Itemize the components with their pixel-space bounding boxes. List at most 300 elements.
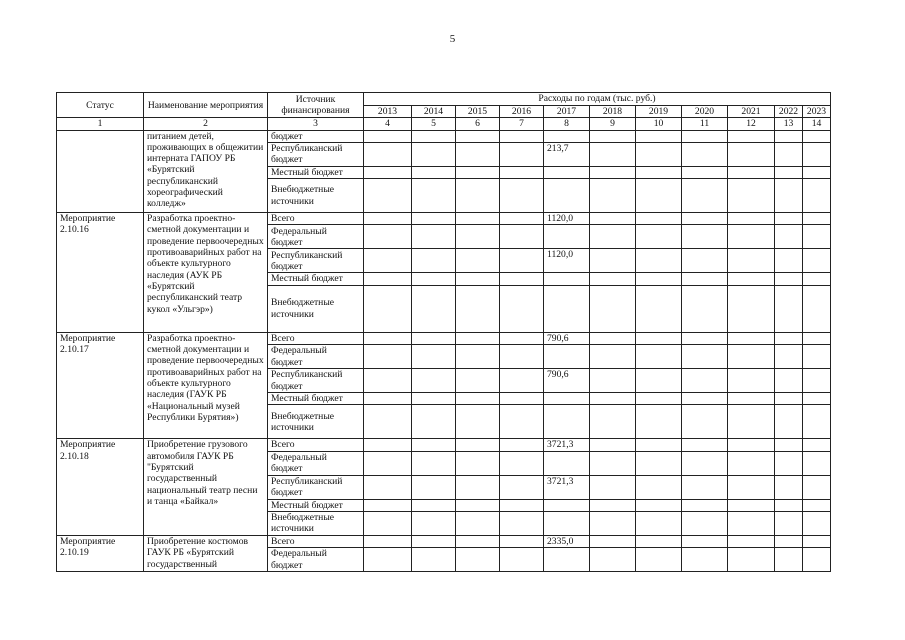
year-value-cell — [412, 369, 456, 393]
year-value-cell — [544, 393, 590, 405]
year-value-cell — [775, 273, 803, 285]
year-value-cell — [728, 130, 775, 142]
column-number: 4 — [364, 118, 412, 130]
year-value-cell — [775, 451, 803, 475]
year-value-cell — [544, 499, 590, 511]
year-value-cell — [636, 166, 682, 178]
year-value-cell — [590, 548, 636, 572]
year-value-cell — [775, 179, 803, 213]
year-value-cell — [803, 285, 831, 332]
activity-name-cell: питанием детей, проживающих в общежитии интерната ГАПОУ РБ «Бурятский республиканский хореографический колледж» — [144, 130, 268, 213]
column-number: 9 — [590, 118, 636, 130]
year-value-cell — [803, 451, 831, 475]
funding-source-cell: Местный бюджет — [268, 499, 364, 511]
year-value-cell — [803, 225, 831, 249]
year-value-cell — [364, 273, 412, 285]
column-number: 6 — [456, 118, 500, 130]
year-value-cell — [456, 405, 500, 439]
year-value-cell — [412, 405, 456, 439]
year-value-cell — [412, 213, 456, 225]
year-value-cell — [728, 273, 775, 285]
year-value-cell — [590, 249, 636, 273]
year-value-cell — [590, 213, 636, 225]
year-value-cell — [682, 225, 728, 249]
column-number-row — [57, 118, 831, 130]
year-value-cell — [500, 249, 544, 273]
header-source: Источник финансирования — [268, 93, 364, 118]
year-value-cell — [364, 332, 412, 344]
year-value-cell — [682, 166, 728, 178]
year-value-cell — [456, 130, 500, 142]
year-value-cell — [456, 393, 500, 405]
funding-source-cell: Всего — [268, 439, 364, 451]
year-value-cell — [500, 405, 544, 439]
year-value-cell — [544, 511, 590, 535]
year-value-cell — [775, 249, 803, 273]
year-value-cell — [636, 345, 682, 369]
year-value-cell — [728, 405, 775, 439]
table-row — [57, 213, 831, 225]
year-value-cell — [544, 405, 590, 439]
year-value-cell — [590, 179, 636, 213]
year-value-cell — [500, 475, 544, 499]
year-value-cell — [364, 451, 412, 475]
year-value-cell — [364, 393, 412, 405]
year-value-cell — [803, 273, 831, 285]
year-value-cell — [500, 511, 544, 535]
year-value-cell — [364, 130, 412, 142]
year-value-cell — [412, 249, 456, 273]
year-value-cell — [636, 499, 682, 511]
table-row — [57, 130, 831, 142]
year-value-cell — [412, 285, 456, 332]
year-value-cell — [544, 451, 590, 475]
year-value-cell — [636, 535, 682, 547]
funding-source-cell: Республиканский бюджет — [268, 475, 364, 499]
year-value-cell — [364, 179, 412, 213]
year-value-cell — [590, 451, 636, 475]
funding-source-cell: Всего — [268, 332, 364, 344]
year-value-cell — [456, 369, 500, 393]
year-value-cell — [775, 369, 803, 393]
year-value-cell — [636, 213, 682, 225]
status-cell: Мероприятие 2.10.17 — [57, 332, 144, 439]
year-value-cell — [682, 451, 728, 475]
year-value-cell — [364, 405, 412, 439]
year-value-cell — [803, 130, 831, 142]
year-value-cell — [590, 332, 636, 344]
year-value-cell: 213,7 — [544, 142, 590, 166]
year-value-cell — [682, 249, 728, 273]
year-value-cell — [456, 179, 500, 213]
year-value-cell — [728, 451, 775, 475]
year-value-cell — [636, 225, 682, 249]
year-value-cell — [544, 345, 590, 369]
year-value-cell — [412, 345, 456, 369]
year-value-cell — [590, 535, 636, 547]
year-value-cell — [500, 225, 544, 249]
year-value-cell — [412, 393, 456, 405]
year-value-cell — [590, 142, 636, 166]
table-row — [57, 332, 831, 344]
year-value-cell — [636, 475, 682, 499]
year-value-cell — [364, 535, 412, 547]
year-value-cell — [456, 511, 500, 535]
year-value-cell — [544, 548, 590, 572]
page-number: 5 — [449, 33, 456, 45]
funding-source-cell: Местный бюджет — [268, 166, 364, 178]
year-value-cell — [412, 273, 456, 285]
column-number: 2 — [144, 118, 268, 130]
year-value-cell — [775, 548, 803, 572]
status-cell — [57, 130, 144, 213]
year-value-cell — [803, 499, 831, 511]
status-cell: Мероприятие 2.10.19 — [57, 535, 144, 571]
year-header: 2016 — [500, 106, 544, 118]
year-value-cell — [456, 439, 500, 451]
year-value-cell — [728, 285, 775, 332]
year-value-cell — [636, 451, 682, 475]
year-value-cell — [500, 332, 544, 344]
year-value-cell — [803, 345, 831, 369]
year-value-cell — [636, 249, 682, 273]
year-value-cell — [456, 273, 500, 285]
year-value-cell — [500, 166, 544, 178]
activity-name-cell: Разработка проектно-сметной документации и проведение первоочередных противоаварийных работ на объекте культурного наследия (ГАУК РБ «Национальный музей Республики Бурятия») — [144, 332, 268, 439]
year-value-cell — [775, 405, 803, 439]
year-value-cell — [500, 369, 544, 393]
year-value-cell — [728, 475, 775, 499]
year-value-cell — [636, 393, 682, 405]
year-value-cell — [636, 405, 682, 439]
year-value-cell — [412, 475, 456, 499]
column-number: 10 — [636, 118, 682, 130]
year-value-cell — [456, 332, 500, 344]
year-header: 2015 — [456, 106, 500, 118]
year-value-cell — [590, 475, 636, 499]
year-value-cell: 1120,0 — [544, 213, 590, 225]
year-value-cell — [682, 285, 728, 332]
year-value-cell — [590, 439, 636, 451]
year-value-cell — [590, 285, 636, 332]
year-value-cell — [728, 166, 775, 178]
year-value-cell — [728, 225, 775, 249]
year-header: 2021 — [728, 106, 775, 118]
funding-source-cell: Республиканский бюджет — [268, 142, 364, 166]
year-value-cell — [682, 475, 728, 499]
year-value-cell — [456, 285, 500, 332]
year-value-cell — [775, 285, 803, 332]
funding-source-cell: Федеральный бюджет — [268, 451, 364, 475]
year-value-cell — [456, 345, 500, 369]
year-value-cell — [590, 130, 636, 142]
year-value-cell — [500, 393, 544, 405]
funding-source-cell: Республиканский бюджет — [268, 249, 364, 273]
column-number: 1 — [57, 118, 144, 130]
year-value-cell — [728, 142, 775, 166]
year-value-cell — [456, 535, 500, 547]
column-number: 5 — [412, 118, 456, 130]
year-value-cell — [775, 213, 803, 225]
year-value-cell — [803, 393, 831, 405]
year-value-cell — [682, 179, 728, 213]
year-value-cell — [682, 369, 728, 393]
year-value-cell — [364, 225, 412, 249]
funding-source-cell: Федеральный бюджет — [268, 225, 364, 249]
year-value-cell — [803, 249, 831, 273]
table-body — [57, 130, 831, 572]
year-value-cell — [544, 285, 590, 332]
year-value-cell — [803, 213, 831, 225]
year-value-cell — [500, 142, 544, 166]
year-value-cell — [636, 511, 682, 535]
year-value-cell — [775, 130, 803, 142]
year-value-cell — [803, 166, 831, 178]
year-value-cell — [728, 179, 775, 213]
year-value-cell — [412, 179, 456, 213]
year-value-cell — [775, 142, 803, 166]
year-value-cell: 3721,3 — [544, 475, 590, 499]
year-value-cell — [775, 332, 803, 344]
year-value-cell — [364, 142, 412, 166]
year-value-cell — [456, 249, 500, 273]
year-value-cell — [803, 332, 831, 344]
year-value-cell — [803, 535, 831, 547]
status-cell: Мероприятие 2.10.16 — [57, 213, 144, 333]
year-value-cell — [590, 511, 636, 535]
year-value-cell — [364, 213, 412, 225]
year-value-cell — [590, 166, 636, 178]
year-value-cell — [500, 535, 544, 547]
year-value-cell — [456, 225, 500, 249]
year-value-cell — [364, 285, 412, 332]
year-value-cell — [412, 548, 456, 572]
year-value-cell — [364, 369, 412, 393]
year-value-cell — [775, 439, 803, 451]
year-value-cell — [682, 439, 728, 451]
year-value-cell — [364, 166, 412, 178]
year-value-cell — [500, 345, 544, 369]
year-value-cell — [682, 393, 728, 405]
table-row — [57, 535, 831, 547]
year-value-cell — [728, 213, 775, 225]
column-number: 14 — [803, 118, 831, 130]
column-number: 13 — [775, 118, 803, 130]
year-value-cell — [803, 439, 831, 451]
expenses-table — [56, 92, 831, 572]
year-value-cell — [412, 166, 456, 178]
year-value-cell — [682, 499, 728, 511]
year-value-cell — [500, 285, 544, 332]
column-number: 11 — [682, 118, 728, 130]
funding-source-cell: Внебюджетные источники — [268, 285, 364, 332]
year-value-cell — [636, 285, 682, 332]
year-value-cell — [590, 369, 636, 393]
year-value-cell — [803, 548, 831, 572]
year-value-cell — [775, 393, 803, 405]
funding-source-cell: Внебюджетные источники — [268, 179, 364, 213]
year-value-cell — [364, 511, 412, 535]
year-header: 2023 — [803, 106, 831, 118]
year-value-cell — [728, 499, 775, 511]
year-value-cell — [636, 273, 682, 285]
year-value-cell — [590, 273, 636, 285]
year-value-cell — [803, 511, 831, 535]
year-value-cell — [500, 179, 544, 213]
year-value-cell — [728, 345, 775, 369]
year-value-cell — [590, 225, 636, 249]
funding-source-cell: Всего — [268, 213, 364, 225]
year-value-cell — [682, 332, 728, 344]
year-value-cell — [500, 499, 544, 511]
year-value-cell — [412, 499, 456, 511]
year-value-cell — [456, 499, 500, 511]
year-value-cell: 3721,3 — [544, 439, 590, 451]
year-value-cell — [636, 548, 682, 572]
activity-name-cell: Приобретение грузового автомобиля ГАУК РБ "Бурятский государственный национальный театр песни и танца «Байкал» — [144, 439, 268, 536]
funding-source-cell: бюджет — [268, 130, 364, 142]
funding-source-cell: Внебюджетные источники — [268, 511, 364, 535]
year-value-cell — [412, 439, 456, 451]
year-value-cell — [456, 475, 500, 499]
funding-source-cell: Республиканский бюджет — [268, 369, 364, 393]
year-value-cell — [544, 273, 590, 285]
year-value-cell — [456, 142, 500, 166]
year-value-cell — [636, 439, 682, 451]
year-header: 2017 — [544, 106, 590, 118]
year-value-cell — [728, 369, 775, 393]
year-header: 2022 — [775, 106, 803, 118]
year-value-cell — [682, 548, 728, 572]
year-value-cell — [412, 451, 456, 475]
year-value-cell — [636, 369, 682, 393]
year-value-cell — [728, 393, 775, 405]
activity-name-cell: Приобретение костюмов ГАУК РБ «Бурятский государственный — [144, 535, 268, 571]
year-value-cell — [803, 405, 831, 439]
funding-source-cell: Местный бюджет — [268, 273, 364, 285]
year-value-cell — [544, 130, 590, 142]
year-value-cell — [500, 130, 544, 142]
header-name: Наименование мероприятия — [144, 93, 268, 118]
year-value-cell — [728, 249, 775, 273]
year-header: 2013 — [364, 106, 412, 118]
year-value-cell — [412, 332, 456, 344]
year-value-cell — [682, 535, 728, 547]
year-value-cell: 2335,0 — [544, 535, 590, 547]
year-value-cell — [412, 225, 456, 249]
year-value-cell — [456, 548, 500, 572]
year-value-cell — [775, 499, 803, 511]
year-value-cell — [803, 179, 831, 213]
year-value-cell — [728, 439, 775, 451]
year-value-cell: 1120,0 — [544, 249, 590, 273]
year-value-cell — [364, 439, 412, 451]
year-value-cell — [636, 179, 682, 213]
year-value-cell — [803, 369, 831, 393]
status-cell: Мероприятие 2.10.18 — [57, 439, 144, 536]
year-value-cell — [500, 273, 544, 285]
year-value-cell — [728, 332, 775, 344]
year-value-cell — [728, 548, 775, 572]
year-value-cell — [682, 405, 728, 439]
year-header: 2014 — [412, 106, 456, 118]
year-value-cell — [775, 345, 803, 369]
year-value-cell — [412, 142, 456, 166]
year-value-cell — [636, 142, 682, 166]
year-value-cell — [412, 535, 456, 547]
year-value-cell — [500, 213, 544, 225]
year-header: 2018 — [590, 106, 636, 118]
year-value-cell: 790,6 — [544, 332, 590, 344]
year-value-cell — [682, 130, 728, 142]
year-header: 2020 — [682, 106, 728, 118]
year-value-cell — [728, 535, 775, 547]
year-value-cell — [590, 345, 636, 369]
year-value-cell — [412, 130, 456, 142]
year-value-cell: 790,6 — [544, 369, 590, 393]
year-value-cell — [590, 499, 636, 511]
header-expenses: Расходы по годам (тыс. руб.) — [364, 93, 831, 106]
year-value-cell — [364, 499, 412, 511]
year-value-cell — [682, 345, 728, 369]
activity-name-cell: Разработка проектно-сметной документации и проведение первоочередных противоаварийных работ на объекте культурного наследия (АУК РБ «Бурятский республиканский театр кукол «Ульгэр») — [144, 213, 268, 333]
year-header: 2019 — [636, 106, 682, 118]
column-number: 7 — [500, 118, 544, 130]
funding-source-cell: Всего — [268, 535, 364, 547]
year-value-cell — [364, 475, 412, 499]
year-value-cell — [803, 475, 831, 499]
year-value-cell — [775, 535, 803, 547]
year-value-cell — [364, 249, 412, 273]
year-value-cell — [544, 179, 590, 213]
year-value-cell — [500, 451, 544, 475]
year-value-cell — [775, 166, 803, 178]
year-value-cell — [364, 345, 412, 369]
column-number: 8 — [544, 118, 590, 130]
year-value-cell — [682, 511, 728, 535]
column-number: 12 — [728, 118, 775, 130]
year-value-cell — [500, 548, 544, 572]
year-value-cell — [636, 130, 682, 142]
year-value-cell — [728, 511, 775, 535]
funding-source-cell: Федеральный бюджет — [268, 548, 364, 572]
year-value-cell — [682, 213, 728, 225]
year-value-cell — [456, 166, 500, 178]
year-value-cell — [544, 166, 590, 178]
column-number: 3 — [268, 118, 364, 130]
year-value-cell — [456, 451, 500, 475]
year-value-cell — [682, 142, 728, 166]
funding-source-cell: Федеральный бюджет — [268, 345, 364, 369]
year-value-cell — [775, 511, 803, 535]
year-value-cell — [775, 475, 803, 499]
year-value-cell — [412, 511, 456, 535]
year-value-cell — [456, 213, 500, 225]
year-value-cell — [544, 225, 590, 249]
year-value-cell — [636, 332, 682, 344]
header-status: Статус — [57, 93, 144, 118]
funding-source-cell: Местный бюджет — [268, 393, 364, 405]
year-value-cell — [682, 273, 728, 285]
year-value-cell — [500, 439, 544, 451]
year-value-cell — [590, 393, 636, 405]
year-value-cell — [775, 225, 803, 249]
year-value-cell — [803, 142, 831, 166]
year-value-cell — [590, 405, 636, 439]
funding-source-cell: Внебюджетные источники — [268, 405, 364, 439]
table-row — [57, 439, 831, 451]
year-value-cell — [364, 548, 412, 572]
